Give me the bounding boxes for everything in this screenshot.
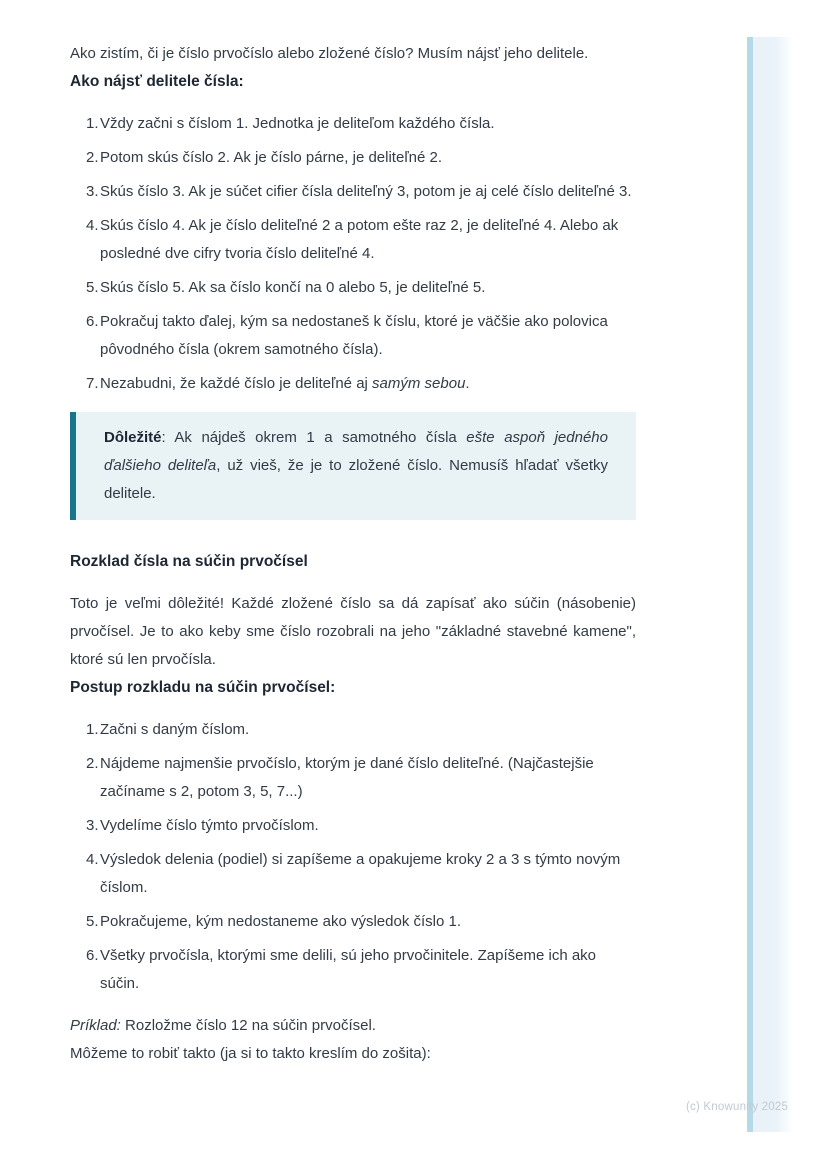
callout-label: Dôležité	[104, 429, 162, 446]
list-item-text: Začni s daným číslom.	[100, 721, 250, 738]
list-item-number: 5.	[86, 913, 99, 930]
list-item-text: Vydelíme číslo týmto prvočíslom.	[100, 817, 319, 834]
list-item-text: Skús číslo 5. Ak sa číslo končí na 0 alebo 5, je deliteľné 5.	[100, 279, 486, 296]
list-item	[86, 178, 636, 206]
list-item	[86, 846, 636, 902]
document-content	[70, 40, 636, 1068]
find-divisors-list	[70, 110, 636, 398]
list-item	[86, 110, 636, 138]
list-item-text: Nájdeme najmenšie prvočíslo, ktorým je dané číslo deliteľné. (Najčastejšie začíname s 2, potom 3, 5, 7...)	[100, 755, 594, 800]
list-item-number: 3.	[86, 183, 99, 200]
list-item	[86, 308, 636, 364]
list-item-text: Skús číslo 3. Ak je súčet cifier čísla deliteľný 3, potom je aj celé číslo deliteľné 3.	[100, 183, 632, 200]
watermark: (c) Knowunity 2025	[686, 1101, 789, 1113]
page-edge-strip	[747, 37, 792, 1132]
list-item-text: Vždy začni s číslom 1. Jednotka je deliteľom každého čísla.	[100, 115, 495, 132]
list-item-number: 5.	[86, 279, 99, 296]
italic-phrase: samým sebou	[372, 375, 466, 392]
list-item-number: 7.	[86, 375, 99, 392]
list-item	[86, 274, 636, 302]
list-item-text: Výsledok delenia (podiel) si zapíšeme a opakujeme kroky 2 a 3 s týmto novým číslom.	[100, 851, 621, 896]
example-label: Príklad:	[70, 1017, 121, 1034]
list-item-text: Potom skús číslo 2. Ak je číslo párne, je deliteľné 2.	[100, 149, 443, 166]
heading-procedure: Postup rozkladu na súčin prvočísel:	[70, 679, 336, 696]
list-item	[86, 942, 636, 998]
italic-phrase: ešte aspoň jedného ďalšieho deliteľa	[104, 429, 608, 474]
heading-decomposition: Rozklad čísla na súčin prvočísel	[70, 553, 308, 570]
list-item-text: Pokračuj takto ďalej, kým sa nedostaneš k číslu, ktoré je väčšie ako polovica pôvodného čísla (okrem samotného čísla).	[100, 313, 608, 358]
list-item	[86, 812, 636, 840]
list-item-text: Nezabudni, že každé číslo je deliteľné aj samým sebou.	[100, 375, 470, 392]
intro-paragraph: Ako zistím, či je číslo prvočíslo alebo zložené číslo? Musím nájsť jeho delitele.	[70, 45, 589, 62]
list-item-text: Pokračujeme, kým nedostaneme ako výsledok číslo 1.	[100, 913, 462, 930]
list-item-number: 6.	[86, 947, 99, 964]
list-item-number: 4.	[86, 851, 99, 868]
list-item-number: 2.	[86, 755, 99, 772]
list-item-text: Všetky prvočísla, ktorými sme delili, sú jeho prvočinitele. Zapíšeme ich ako súčin.	[100, 947, 597, 992]
callout-text: Dôležité: Ak nájdeš okrem 1 a samotného čísla ešte aspoň jedného ďalšieho deliteľa, už vieš, že je to zložené číslo. Nemusíš hľadať všetky delitele.	[104, 429, 609, 502]
list-item-number: 2.	[86, 149, 99, 166]
example-paragraph: Príklad: Rozložme číslo 12 na súčin prvočísel.	[70, 1017, 376, 1034]
decomposition-paragraph: Toto je veľmi dôležité! Každé zložené číslo sa dá zapísať ako súčin (násobenie) prvočísel. Je to ako keby sme číslo rozobrali na jeho "základné stavebné kamene", ktoré sú len prvočísla.	[70, 595, 636, 668]
list-item	[86, 144, 636, 172]
list-item	[86, 716, 636, 744]
list-item-number: 3.	[86, 817, 99, 834]
list-item-number: 4.	[86, 217, 99, 234]
closing-paragraph: Môžeme to robiť takto (ja si to takto kreslím do zošita):	[70, 1045, 431, 1062]
procedure-list	[70, 716, 636, 998]
list-item-number: 6.	[86, 313, 99, 330]
callout-important	[70, 412, 636, 520]
heading-find-divisors: Ako nájsť delitele čísla:	[70, 73, 244, 90]
list-item-number: 1.	[86, 721, 99, 738]
list-item	[86, 212, 636, 268]
list-item	[86, 908, 636, 936]
list-item-text: Skús číslo 4. Ak je číslo deliteľné 2 a potom ešte raz 2, je deliteľné 4. Alebo ak posledné dve cifry tvoria číslo deliteľné 4.	[100, 217, 619, 262]
list-item	[86, 370, 636, 398]
list-item	[86, 750, 636, 806]
list-item-number: 1.	[86, 115, 99, 132]
